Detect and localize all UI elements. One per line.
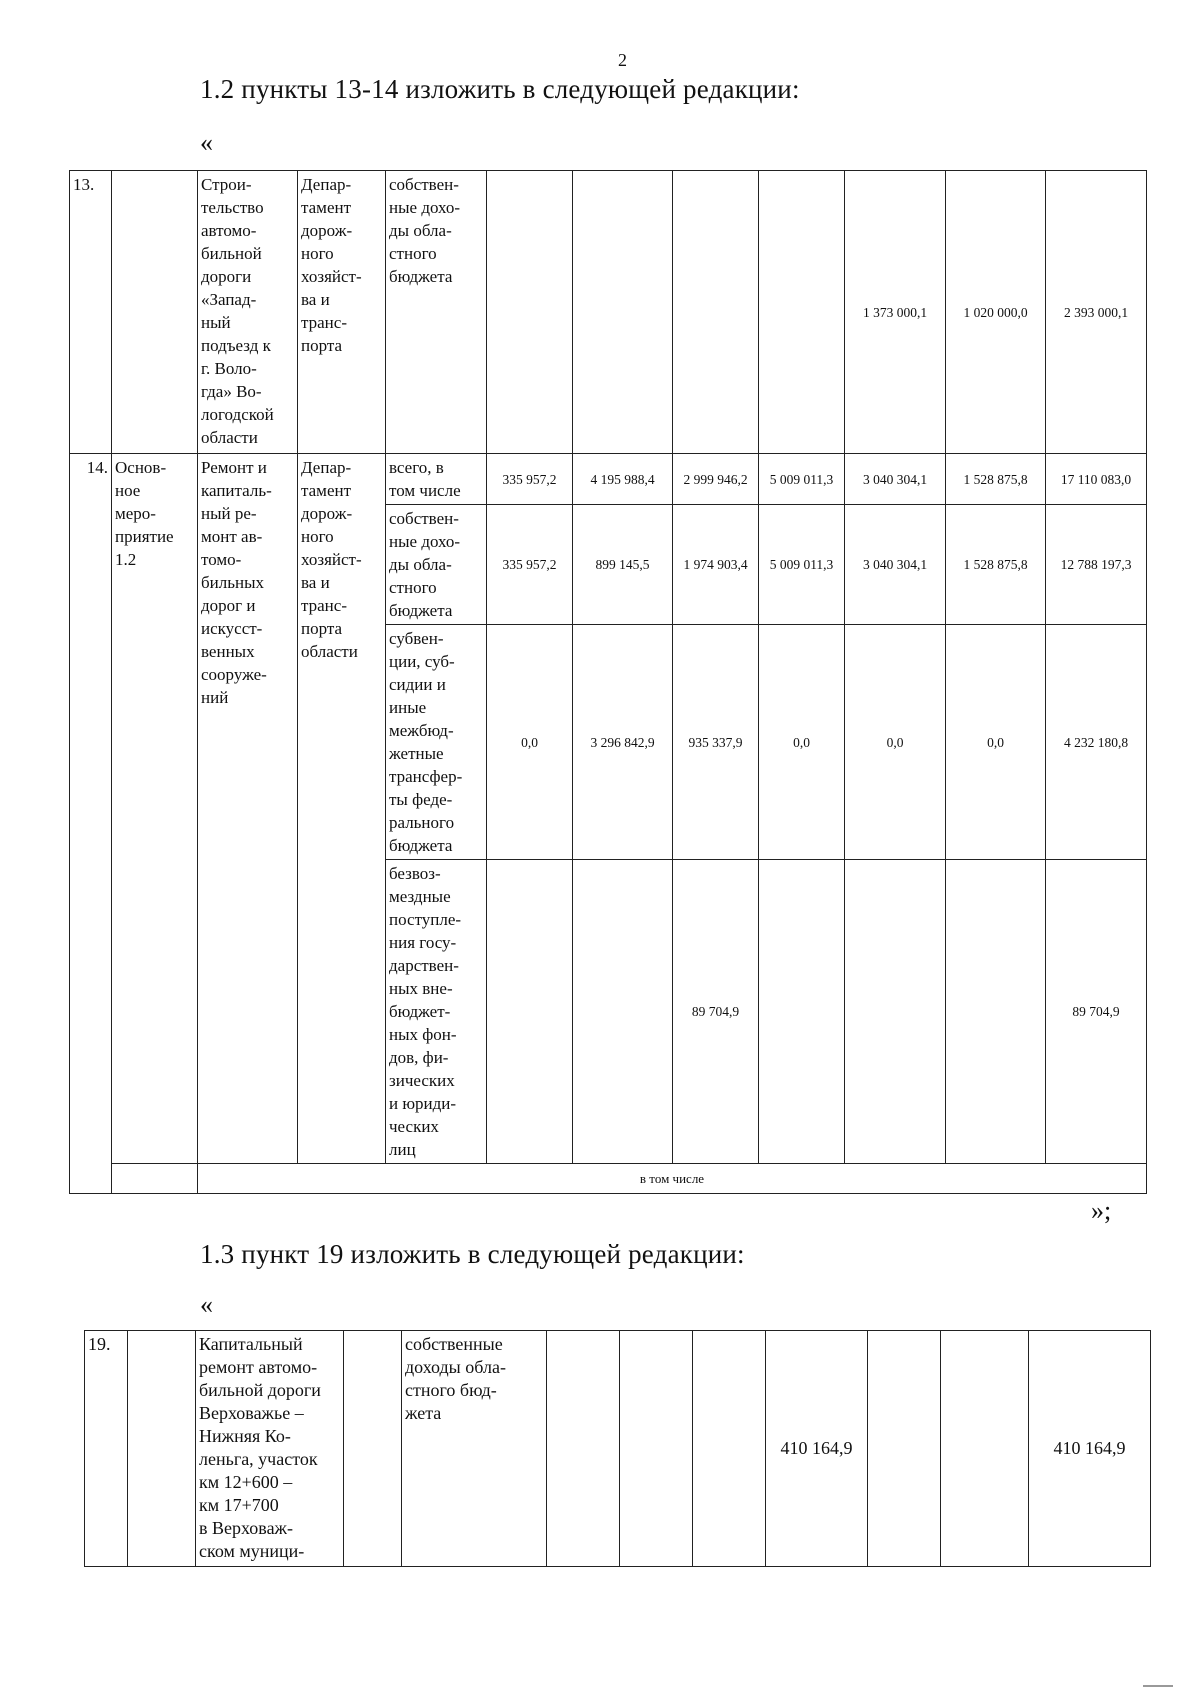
row-14-value: 0,0: [759, 625, 845, 860]
row-14-value: 899 145,5: [573, 505, 673, 625]
row-14-number: 14.: [70, 454, 112, 1194]
scan-mark: [1143, 1685, 1173, 1687]
row-14-value: 2 999 946,2: [673, 454, 759, 505]
row-14-value: 0,0: [487, 625, 573, 860]
row-13-value: [487, 171, 573, 454]
row-14-value: 1 528 875,8: [946, 454, 1046, 505]
row-14-including-empty: [112, 1164, 198, 1194]
table-row-14-including: [70, 1164, 1147, 1194]
row-14-total: 17 110 083,0: [1046, 454, 1147, 505]
row-19-total: 410 164,9: [1029, 1331, 1151, 1567]
row-19-value: [620, 1331, 693, 1567]
row-14-value: 1 974 903,4: [673, 505, 759, 625]
row-13-number: 13.: [70, 171, 112, 454]
close-quote: »;: [1091, 1196, 1112, 1225]
row-14-value: 0,0: [845, 625, 946, 860]
row-14-value: 1 528 875,8: [946, 505, 1046, 625]
row-19-category: [128, 1331, 196, 1567]
row-14-source: собствен- ные дохо- ды обла- стного бюджета: [386, 505, 487, 625]
row-19-source: собственные доходы обла- стного бюд- жета: [402, 1331, 547, 1567]
row-13-category: [112, 171, 198, 454]
row-19-number: 19.: [85, 1331, 128, 1567]
row-13-executor: Депар- тамент дорож- ного хозяйст- ва и транс- порта: [298, 171, 386, 454]
row-13-source: собствен- ные дохо- ды обла- стного бюджета: [386, 171, 487, 454]
row-14-name: Ремонт и капиталь- ный ре- монт ав- томо- бильных дорог и искусст- венных сооруже- ний: [198, 454, 298, 1164]
row-19-value: [547, 1331, 620, 1567]
open-quote-2: «: [200, 1290, 213, 1319]
row-19-name: Капитальный ремонт автомо- бильной дороги Верховажье – Нижняя Ко- леньга, участок км 12+600 – км 17+700 в Верховаж- ском муници-: [196, 1331, 344, 1567]
table-item-19: [84, 1330, 1151, 1567]
row-14-source: субвен- ции, суб- сидии и иные межбюд- жетные трансфер- ты феде- рального бюджета: [386, 625, 487, 860]
row-13-value: [759, 171, 845, 454]
including-label: в том числе: [198, 1164, 1147, 1194]
row-14-value: 4 195 988,4: [573, 454, 673, 505]
row-19-value: [693, 1331, 766, 1567]
row-14-value: 5 009 011,3: [759, 454, 845, 505]
row-13-value: 1 020 000,0: [946, 171, 1046, 454]
section-1-3-heading: 1.3 пункт 19 изложить в следующей редакции:: [200, 1239, 745, 1269]
row-13-value: [673, 171, 759, 454]
row-14-value: 335 957,2: [487, 505, 573, 625]
table-row-14-total: [70, 454, 1147, 505]
row-14-total: 12 788 197,3: [1046, 505, 1147, 625]
row-14-executor: Депар- тамент дорож- ного хозяйст- ва и транс- порта области: [298, 454, 386, 1164]
row-19-value: 410 164,9: [766, 1331, 868, 1567]
row-14-category: Основ- ное меро- приятие 1.2: [112, 454, 198, 1164]
row-14-value: 935 337,9: [673, 625, 759, 860]
row-19-value: [941, 1331, 1029, 1567]
row-14-value: [759, 860, 845, 1164]
row-13-name: Строи- тельство автомо- бильной дороги «Запад- ный подъезд к г. Воло- гда» Во- логодской области: [198, 171, 298, 454]
row-19-executor: [344, 1331, 402, 1567]
row-13-value: [573, 171, 673, 454]
row-19-value: [868, 1331, 941, 1567]
row-14-value: [573, 860, 673, 1164]
row-14-value: [845, 860, 946, 1164]
row-13-value: 1 373 000,1: [845, 171, 946, 454]
row-14-value: 3 040 304,1: [845, 454, 946, 505]
row-14-value: [487, 860, 573, 1164]
row-14-value: 89 704,9: [673, 860, 759, 1164]
row-14-source: безвоз- мездные поступле- ния госу- дарствен- ных вне- бюджет- ных фон- дов, фи- зических и юриди- ческих лиц: [386, 860, 487, 1164]
page-number: 2: [618, 50, 627, 70]
row-14-total: 4 232 180,8: [1046, 625, 1147, 860]
row-13-total: 2 393 000,1: [1046, 171, 1147, 454]
table-row-13: [70, 171, 1147, 454]
row-14-value: 3 040 304,1: [845, 505, 946, 625]
table-items-13-14: [69, 170, 1147, 1194]
row-14-value: 3 296 842,9: [573, 625, 673, 860]
row-14-value: 335 957,2: [487, 454, 573, 505]
row-14-source: всего, в том числе: [386, 454, 487, 505]
section-1-2-heading: 1.2 пункты 13-14 изложить в следующей редакции:: [200, 74, 800, 104]
row-14-value: 0,0: [946, 625, 1046, 860]
row-14-value: 5 009 011,3: [759, 505, 845, 625]
open-quote: «: [200, 128, 213, 157]
row-14-total: 89 704,9: [1046, 860, 1147, 1164]
row-14-value: [946, 860, 1046, 1164]
table-row-19: [85, 1331, 1151, 1567]
